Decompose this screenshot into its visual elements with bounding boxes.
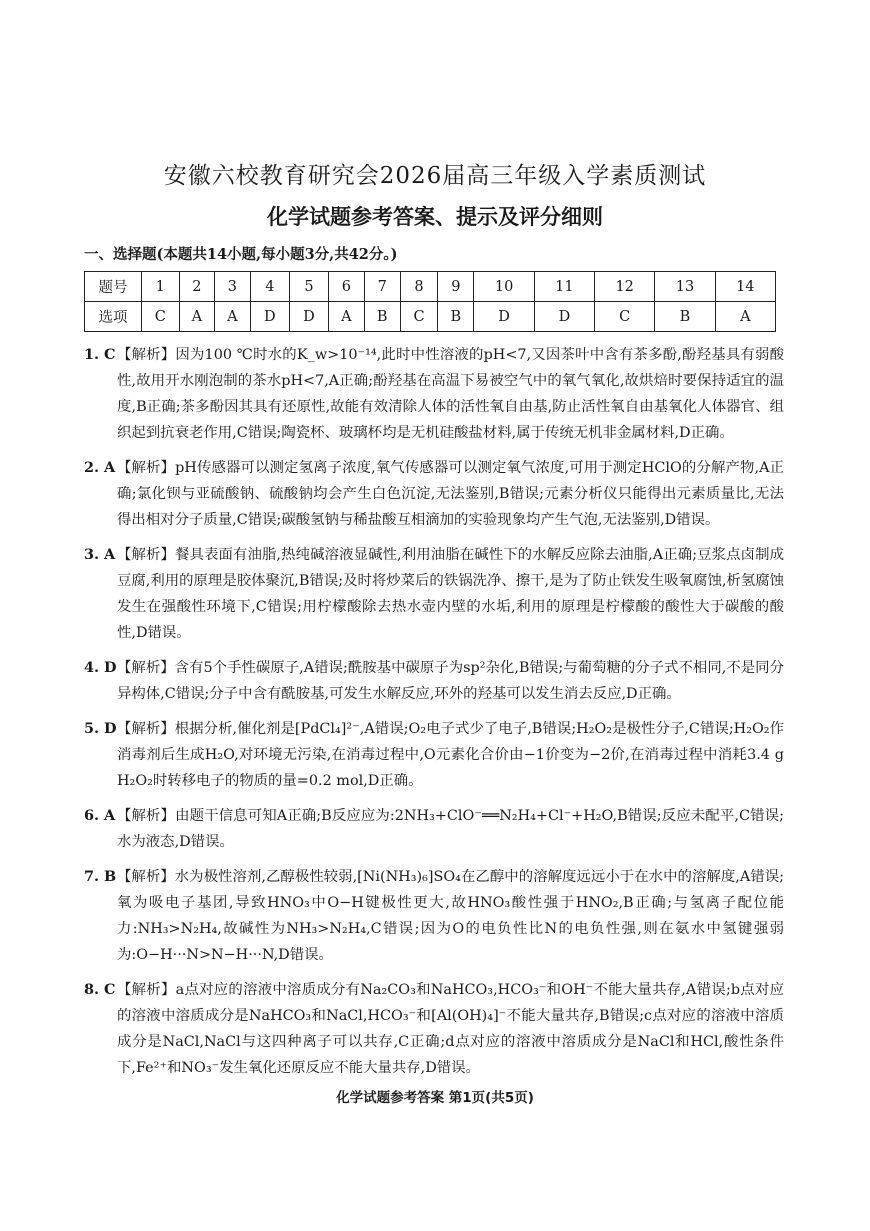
answer-cell: C [595,302,655,332]
item-text: 【解析】a点对应的溶液中溶质成分有Na₂CO₃和NaHCO₃,HCO₃⁻和OH⁻不能大量共存,A错误;b点对应的溶液中溶质成分是NaHCO₃和NaCl,HCO₃⁻和[Al(OH)₄]⁻不能大量共存,B错误;c点对应的溶液中溶质成分是NaCl,NaCl与这四种离子可以共存,C正确;d点对应的溶液中溶质成分是NaCl和HCl,酸性条件下,Fe²⁺和NO₃⁻发生氧化还原反应不能大量共存,D错误。 [117,982,784,1076]
question-number: 4 [250,272,289,302]
explanation-item [84,655,784,707]
answer-cell: D [250,302,289,332]
answer-cell: D [534,302,594,332]
question-number: 8 [400,272,438,302]
item-number: 3. A [84,546,116,563]
answer-cell: D [474,302,534,332]
question-number: 2 [179,272,215,302]
answer-cell: B [438,302,474,332]
row-label-answer: 选项 [85,302,142,332]
answer-row [85,302,776,332]
question-number: 3 [215,272,251,302]
question-number: 1 [142,272,180,302]
section-heading: 一、选择题(本题共14小题,每小题3分,共42分。) [84,246,398,263]
question-number: 10 [474,272,534,302]
item-text: 【解析】含有5个手性碳原子,A错误;酰胺基中碳原子为sp²杂化,B错误;与葡萄糖的分子式不相同,不是同分异构体,C错误;分子中含有酰胺基,可发生水解反应,环外的羟基可以发生消去反应,D正确。 [117,660,784,702]
item-number: 5. D [84,720,117,737]
item-number: 2. A [84,459,116,476]
explanation-list [84,342,784,1090]
explanation-item [84,803,784,855]
question-number: 7 [364,272,400,302]
question-number: 12 [595,272,655,302]
item-number: 6. A [84,807,116,824]
item-number: 1. C [84,346,116,363]
explanation-item [84,542,784,646]
answer-cell: B [655,302,715,332]
item-text: 【解析】因为100 ℃时水的K_w>10⁻¹⁴,此时中性溶液的pH<7,又因茶叶中含有茶多酚,酚羟基具有弱酸性,故用开水刚泡制的茶水pH<7,A正确;酚羟基在高温下易被空气中的氧气氧化,故烘焙时要保持适宜的温度,B正确;茶多酚因其具有还原性,故能有效清除人体的活性氧自由基,防止活性氧自由基氧化人体器官、组织起到抗衰老作用,C错误;陶瓷杯、玻璃杯均是无机硅酸盐材料,属于传统无机非金属材料,D正确。 [117,347,784,441]
item-text: 【解析】水为极性溶剂,乙醇极性较弱,[Ni(NH₃)₆]SO₄在乙醇中的溶解度远远小于在水中的溶解度,A错误;氧为吸电子基团,导致HNO₃中O−H键极性更大,故HNO₃酸性强于HNO₂,B正确;与氢离子配位能力:NH₃>N₂H₄,故碱性为NH₃>N₂H₄,C错误;因为O的电负性比N的电负性强,则在氨水中氢键强弱为:O−H···N>N−H···N,D错误。 [117,869,784,963]
question-number-row [85,272,776,302]
page-footer: 化学试题参考答案 第1页(共5页) [336,1090,534,1106]
question-number: 11 [534,272,594,302]
item-text: 【解析】由题干信息可知A正确;B反应应为:2NH₃+ClO⁻══N₂H₄+Cl⁻+H₂O,B错误;反应未配平,C错误;水为液态,D错误。 [117,808,784,850]
page-subtitle: 化学试题参考答案、提示及评分细则 [267,205,603,229]
row-label-number: 题号 [85,272,142,302]
explanation-item [84,342,784,446]
question-number: 14 [715,272,775,302]
item-number: 8. C [84,981,116,998]
item-number: 7. B [84,868,117,885]
answer-table [84,271,776,332]
explanation-item [84,864,784,968]
answer-cell: A [329,302,365,332]
answer-cell: C [400,302,438,332]
question-number: 5 [289,272,328,302]
answer-cell: A [215,302,251,332]
question-number: 6 [329,272,365,302]
answer-cell: C [142,302,180,332]
explanation-item [84,716,784,794]
explanation-item [84,455,784,533]
item-number: 4. D [84,659,117,676]
item-text: 【解析】pH传感器可以测定氢离子浓度,氧气传感器可以测定氧气浓度,可用于测定HClO的分解产物,A正确;氯化钡与亚硫酸钠、硫酸钠均会产生白色沉淀,无法鉴别,B错误;元素分析仪只能得出元素质量比,无法得出相对分子质量,C错误;碳酸氢钠与稀盐酸互相滴加的实验现象均产生气泡,无法鉴别,D错误。 [117,460,784,528]
question-number: 9 [438,272,474,302]
answer-cell: A [179,302,215,332]
answer-cell: B [364,302,400,332]
item-text: 【解析】餐具表面有油脂,热纯碱溶液显碱性,利用油脂在碱性下的水解反应除去油脂,A正确;豆浆点卤制成豆腐,利用的原理是胶体聚沉,B错误;及时将炒菜后的铁锅洗净、擦干,是为了防止铁发生吸氧腐蚀,析氢腐蚀发生在强酸性环境下,C错误;用柠檬酸除去热水壶内壁的水垢,利用的原理是柠檬酸的酸性大于碳酸的酸性,D错误。 [117,547,784,641]
answer-cell: D [289,302,328,332]
answer-cell: A [715,302,775,332]
page-title: 安徽六校教育研究会2026届高三年级入学素质测试 [163,163,707,189]
item-text: 【解析】根据分析,催化剂是[PdCl₄]²⁻,A错误;O₂电子式少了电子,B错误;H₂O₂是极性分子,C错误;H₂O₂作消毒剂后生成H₂O,对环境无污染,在消毒过程中,O元素化合价由−1价变为−2价,在消毒过程中消耗3.4 g H₂O₂时转移电子的物质的量=0.2 mol,D正确。 [117,721,784,789]
question-number: 13 [655,272,715,302]
explanation-item [84,977,784,1081]
